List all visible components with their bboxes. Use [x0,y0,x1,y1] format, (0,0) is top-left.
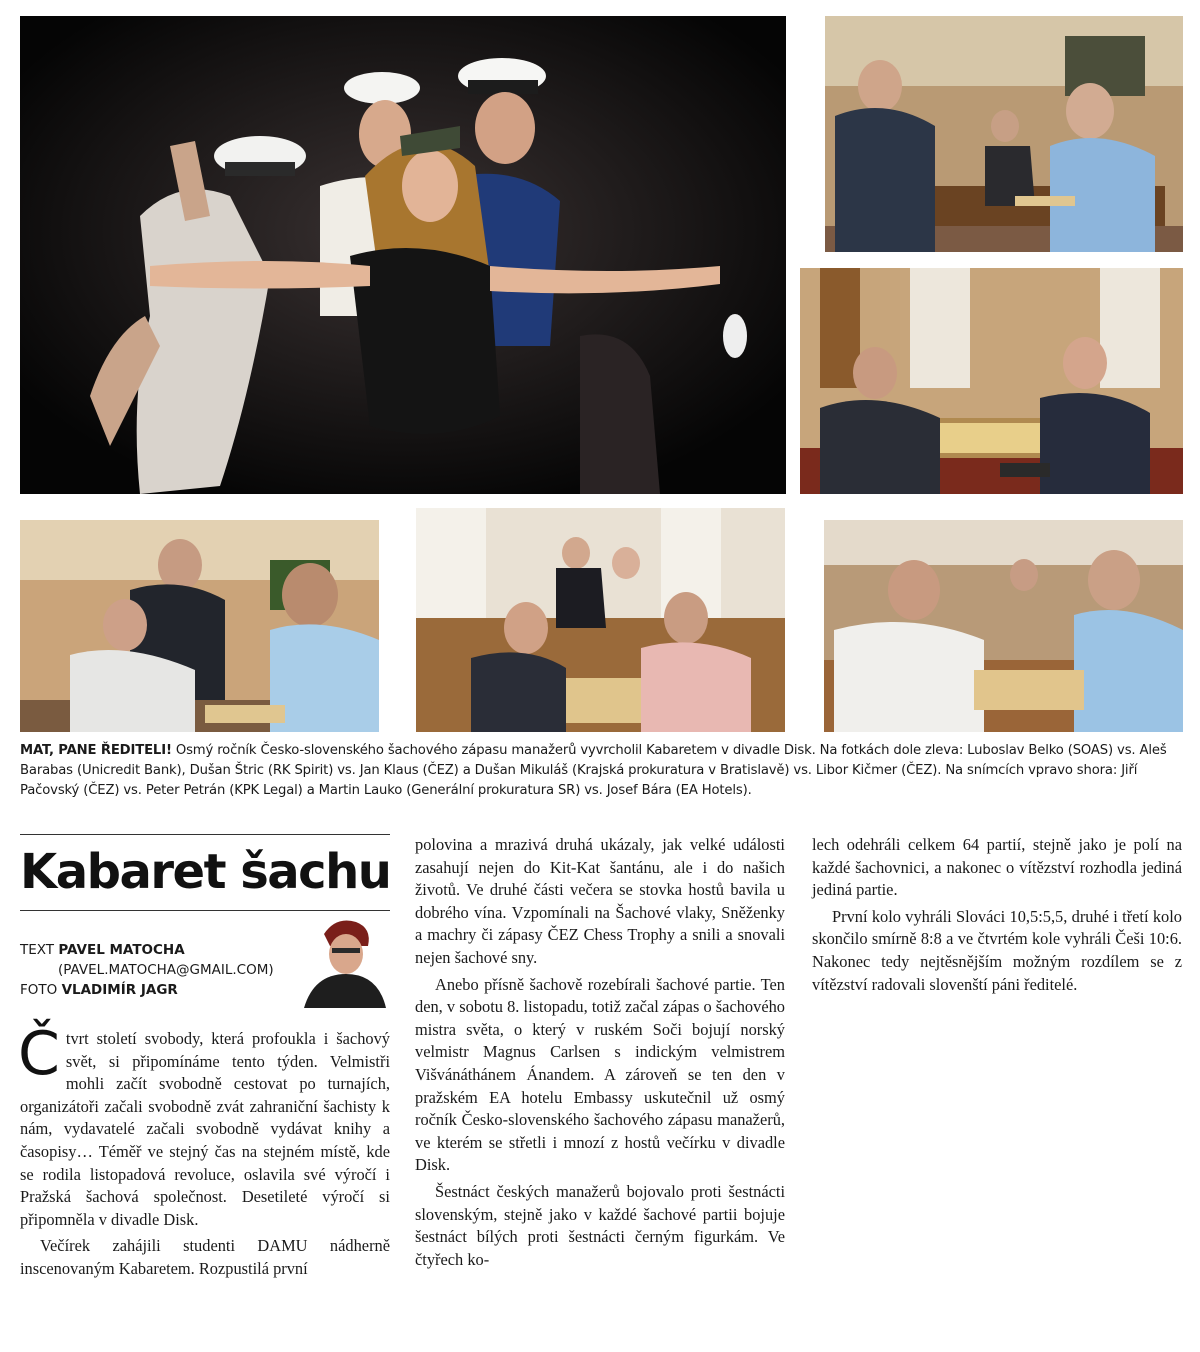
cabaret-stage-photo [20,16,786,494]
author-portrait [294,912,390,1008]
author-email: (PAVEL.MATOCHA@GMAIL.COM) [58,962,274,978]
photo-caption [20,741,1185,801]
paragraph: lech odehráli celkem 64 partií, stejně jako je polí na každé šachovnici, a nakonec o vítězství rozhodla jediná jediná partie. [812,835,1182,900]
article-column-2 [415,834,785,1271]
paragraph: Anebo přísně šachově rozebírali šachové partie. Ten den, v sobotu 8. listopadu, totiž začal zápas o šachového mistra světa, o který v ruském Soči bojují norský velmistr Magnus Carlsen s indickým velmistrem Višvánáthánem Ánandem. A zároveň se ten den v pražském EA hotelu Embassy uskutečnil už osmý ročník Česko-slovenského šachového zápasu manažerů, ve kterém se střetli i mnozí z hostů večírku v divadle Disk. [415,974,785,1175]
chess-photo-bottom-middle [416,508,785,732]
title-rule-top [20,834,390,835]
paragraph: polovina a mrazivá druhá ukázaly, jak velké události zasahují nejen do Kit-Kat šantánu, ale i do našich životů. Ve druhé části večera se stovka hostů bavila u dobrého vína. Vzpomínali na Šachové vlaky, Sněženky a machry či zápasy ČEZ Chess Trophy a snili a snovali nejen šachové sny. [415,835,785,967]
article-credits [20,940,300,1000]
article-column-3 [812,834,1182,996]
photo-label: FOTO [20,982,58,998]
text-label: TEXT [20,942,55,958]
chess-photo-middle-right [800,268,1183,494]
chess-photo-bottom-left [20,520,379,732]
photographer-name: VLADIMÍR JAGR [61,982,178,998]
chess-photo-top-right [825,16,1183,252]
caption-lead: MAT, PANE ŘEDITELI! [20,743,172,758]
chess-photo-bottom-right [824,520,1183,732]
paragraph: Čtvrt století svobody, která profoukla i šachový svět, si připomínáme tento týden. Velmistři mohli začít svobodně cestovat po turnajích, organizátoři začali svobodně zvát zahraniční šachisty k nám, vydavatelé začali svobodně vydávat knihy a časopisy… Téměř ve stejný čas na stejném místě, kde se rodila listopadová revoluce, oslavila své výročí i Pražská šachová společnost. Desetileté výročí si připomněla v divadle Disk. [18,1019,390,1229]
caption-text: Osmý ročník Česko-slovenského šachového zápasu manažerů vyvrcholil Kabaretem v divadle Disk. Na fotkách dole zleva: Luboslav Belko (SOAS) vs. Aleš Barabas (Unicredit Bank), Dušan Štric (RK Spirit) vs. Jan Klaus (ČEZ) a Dušan Mikuláš (Krajská prokuratura v Bratislavě) vs. Libor Kičmer (ČEZ). Na snímcích vpravo shora: Jiří Pačovský (ČEZ) vs. Peter Petrán (KPK Legal) a Martin Lauko (Generální prokuratura SR) vs. Josef Bára (EA Hotels). [20,743,1167,798]
article-column-1 [18,1019,390,1281]
drop-cap: Č [18,1019,60,1089]
paragraph: Šestnáct českých manažerů bojovalo proti šestnácti slovenským, stejně jako v každé šachové partii bojuje šestnáct bílých proti šestnácti černým figurkám. Ve čtyřech ko- [415,1181,785,1269]
title-rule-bottom [20,910,390,911]
paragraph: První kolo vyhráli Slováci 10,5:5,5, druhé i třetí kolo skončilo smírně 8:8 a ve čtvrtém kole vyhráli Češi 10:6. Nakonec tedy nejtěsnějším možným rozdílem se z vítězství radovali slovenští páni ředitelé. [812,906,1182,994]
paragraph: Večírek zahájili studenti DAMU nádherně inscenovaným Kabaretem. Rozpustilá první [20,1236,390,1278]
article-title: Kabaret šachu [20,844,391,900]
author-name: PAVEL MATOCHA [58,942,185,958]
